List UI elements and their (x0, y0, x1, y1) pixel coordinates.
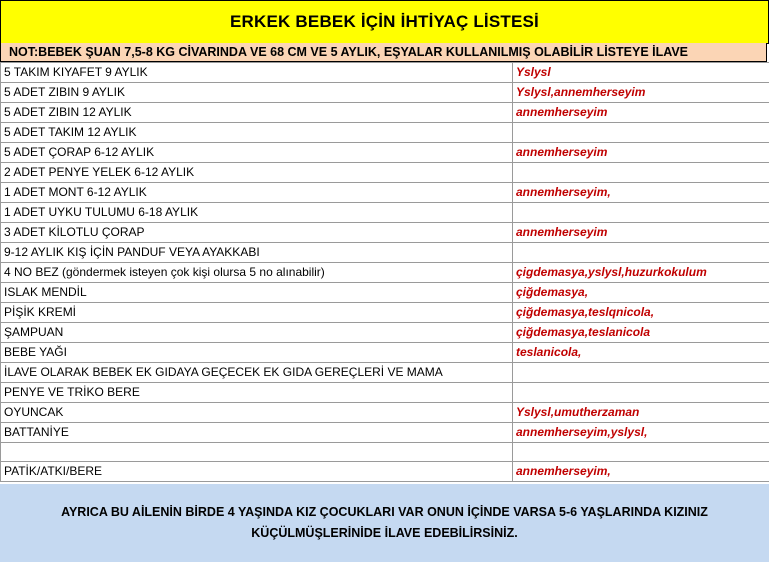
table-row (1, 83, 769, 103)
table-row (1, 163, 769, 183)
donor-cell[interactable] (513, 243, 769, 263)
table-row (1, 443, 769, 462)
item-cell[interactable]: 5 TAKIM KIYAFET 9 AYLIK (1, 63, 513, 83)
item-cell[interactable] (1, 443, 513, 462)
donor-cell[interactable]: çiğdemasya,teslanicola (513, 323, 769, 343)
item-cell[interactable]: BEBE YAĞI (1, 343, 513, 363)
item-cell[interactable]: ISLAK MENDİL (1, 283, 513, 303)
table-row (1, 63, 769, 83)
donor-cell[interactable] (513, 123, 769, 143)
table-row (1, 462, 769, 482)
item-cell[interactable]: 4 NO BEZ (göndermek isteyen çok kişi olursa 5 no alınabilir) (1, 263, 513, 283)
donor-cell[interactable]: çigdemasya,yslysl,huzurkokulum (513, 263, 769, 283)
table-row (1, 183, 769, 203)
note-row: NOT:BEBEK ŞUAN 7,5-8 KG CİVARINDA VE 68 CM VE 5 AYLIK, EŞYALAR KULLANILMIŞ OLABİLİR LİSTEYE İLAVE (0, 43, 767, 62)
item-cell[interactable]: 3 ADET KİLOTLU ÇORAP (1, 223, 513, 243)
table-row (1, 383, 769, 403)
item-cell[interactable]: PİŞİK KREMİ (1, 303, 513, 323)
item-cell[interactable]: 1 ADET MONT 6-12 AYLIK (1, 183, 513, 203)
donor-cell[interactable] (513, 163, 769, 183)
item-cell[interactable]: 5 ADET ZIBIN 9 AYLIK (1, 83, 513, 103)
item-cell[interactable]: İLAVE OLARAK BEBEK EK GIDAYA GEÇECEK EK GIDA GEREÇLERİ VE MAMA (1, 363, 513, 383)
item-cell[interactable]: OYUNCAK (1, 403, 513, 423)
table-row (1, 263, 769, 283)
donor-cell[interactable]: annemherseyim (513, 103, 769, 123)
donor-cell[interactable]: annemherseyim, (513, 183, 769, 203)
item-cell[interactable]: PATİK/ATKI/BERE (1, 462, 513, 482)
table-row (1, 303, 769, 323)
donor-cell[interactable]: annemherseyim (513, 223, 769, 243)
table-row (1, 363, 769, 383)
needs-table (0, 62, 769, 482)
table-row (1, 343, 769, 363)
table-row (1, 403, 769, 423)
donor-cell[interactable]: Yslysl,umutherzaman (513, 403, 769, 423)
donor-cell[interactable]: annemherseyim (513, 143, 769, 163)
donor-cell[interactable]: annemherseyim, (513, 462, 769, 482)
item-cell[interactable]: 5 ADET ÇORAP 6-12 AYLIK (1, 143, 513, 163)
donor-cell[interactable]: annemherseyim,yslysl, (513, 423, 769, 443)
table-row (1, 143, 769, 163)
donor-cell[interactable]: Yslysl,annemherseyim (513, 83, 769, 103)
item-cell[interactable]: 5 ADET TAKIM 12 AYLIK (1, 123, 513, 143)
table-row (1, 103, 769, 123)
table-row (1, 243, 769, 263)
item-cell[interactable]: 5 ADET ZIBIN 12 AYLIK (1, 103, 513, 123)
footer-line-1: AYRICA BU AİLENİN BİRDE 4 YAŞINDA KIZ ÇOCUKLARI VAR ONUN İÇİNDE VARSA 5-6 YAŞLARINDA KIZINIZ (61, 505, 708, 519)
table-row (1, 323, 769, 343)
table-row (1, 283, 769, 303)
footer-note (0, 484, 769, 562)
donor-cell[interactable]: çiğdemasya, (513, 283, 769, 303)
table-row (1, 203, 769, 223)
donor-cell[interactable] (513, 363, 769, 383)
item-cell[interactable]: 9-12 AYLIK KIŞ İÇİN PANDUF VEYA AYAKKABI (1, 243, 513, 263)
item-cell[interactable]: PENYE VE TRİKO BERE (1, 383, 513, 403)
item-cell[interactable]: 2 ADET PENYE YELEK 6-12 AYLIK (1, 163, 513, 183)
item-cell[interactable]: 1 ADET UYKU TULUMU 6-18 AYLIK (1, 203, 513, 223)
table-row (1, 223, 769, 243)
sheet-title: ERKEK BEBEK İÇİN İHTİYAÇ LİSTESİ (0, 0, 769, 44)
table-row (1, 423, 769, 443)
donor-cell[interactable]: Yslysl (513, 63, 769, 83)
donor-cell[interactable]: çiğdemasya,teslqnicola, (513, 303, 769, 323)
donor-cell[interactable] (513, 203, 769, 223)
donor-cell[interactable] (513, 443, 769, 462)
donor-cell[interactable] (513, 383, 769, 403)
item-cell[interactable]: ŞAMPUAN (1, 323, 513, 343)
table-row (1, 123, 769, 143)
item-cell[interactable]: BATTANİYE (1, 423, 513, 443)
footer-line-2: KÜÇÜLMÜŞLERİNİDE İLAVE EDEBİLİRSİNİZ. (251, 526, 518, 540)
donor-cell[interactable]: teslanicola, (513, 343, 769, 363)
